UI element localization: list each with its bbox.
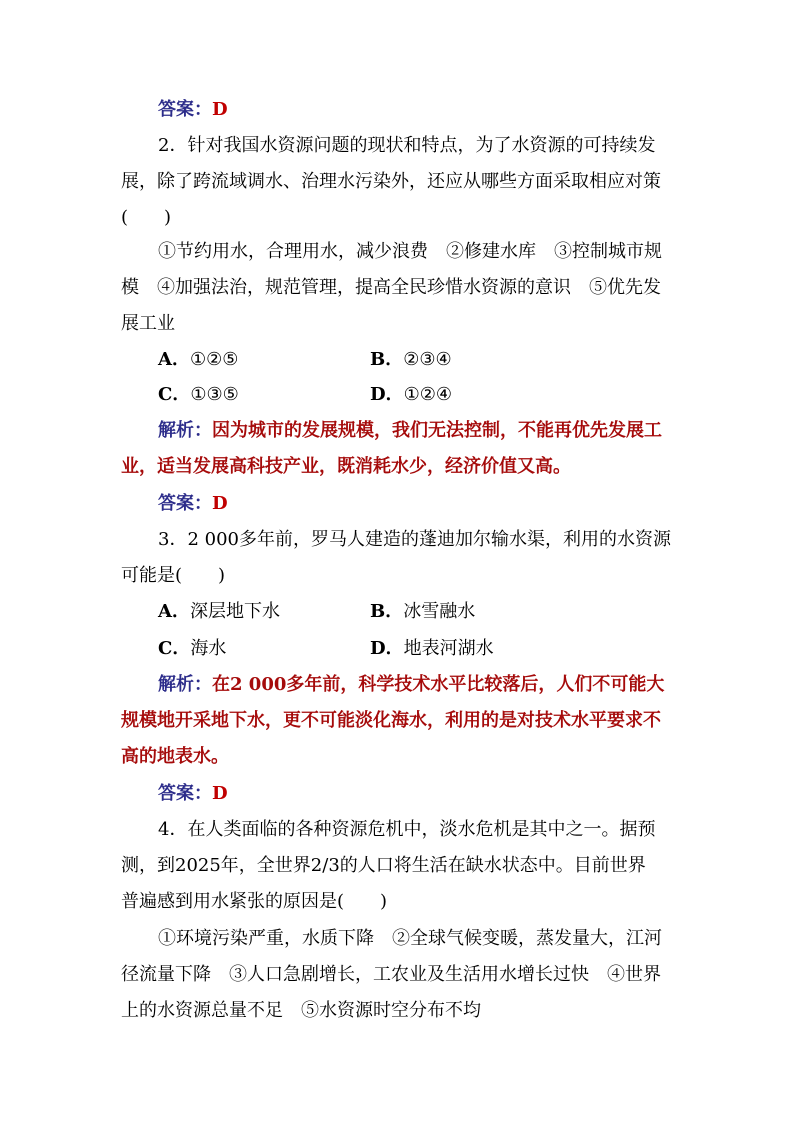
analysis-text: 在2 000多年前，科学技术水平比较落后，人们不可能大 <box>212 674 665 695</box>
option-text: 深层地下水 <box>189 601 280 622</box>
q4-items-line-1: ①环境污染严重，水质下降 ②全球气候变暖，蒸发量大，江河 <box>158 928 662 949</box>
q3-stem-line-1: 3．2 000多年前，罗马人建造的蓬迪加尔输水渠，利用的水资源 <box>158 529 671 550</box>
option-text: ①③⑤ <box>190 384 239 405</box>
q2-stem-line-2: 展，除了跨流域调水、治理水污染外，还应从哪些方面采取相应对策 <box>121 171 661 192</box>
analysis-label: 解析： <box>158 674 212 695</box>
q3-option-b <box>370 594 475 630</box>
option-text: 冰雪融水 <box>403 601 476 622</box>
q3-option-a <box>158 594 280 630</box>
q3-option-d <box>370 631 494 667</box>
q2-option-d <box>370 377 452 413</box>
option-key: B． <box>370 601 404 622</box>
answer-value: D <box>212 99 228 120</box>
q2-stem-line-3: ( ) <box>121 207 172 228</box>
q2-option-b <box>370 342 452 378</box>
option-key: A． <box>158 349 190 370</box>
q3-answer-line <box>158 776 228 812</box>
option-key: D． <box>370 384 404 405</box>
answer-value: D <box>212 783 228 804</box>
analysis-label: 解析： <box>158 420 212 441</box>
q2-stem-line-1: 2．针对我国水资源问题的现状和特点，为了水资源的可持续发 <box>158 135 656 156</box>
q4-stem-line-2: 测，到2025年，全世界2/3的人口将生活在缺水状态中。目前世界 <box>121 855 646 876</box>
q4-items-line-3: 上的水资源总量不足 ⑤水资源时空分布不均 <box>121 1000 481 1021</box>
q3-analysis-line-3: 高的地表水。 <box>121 746 229 767</box>
answer-label: 答案： <box>158 99 212 120</box>
q3-analysis-line-2: 规模地开采地下水，更不可能淡化海水，利用的是对技术水平要求不 <box>121 710 661 731</box>
q4-items-line-2: 径流量下降 ③人口急剧增长，工农业及生活用水增长过快 ④世界 <box>121 964 661 985</box>
q2-option-a <box>158 342 238 378</box>
option-text: ②③④ <box>403 349 452 370</box>
q3-stem-line-2: 可能是( ) <box>121 565 226 586</box>
q4-stem-line-3: 普遍感到用水紧张的原因是( ) <box>121 891 388 912</box>
q2-analysis-line-1 <box>158 413 662 449</box>
option-text: 地表河湖水 <box>403 638 494 659</box>
answer-value: D <box>212 493 228 514</box>
answer-line <box>158 92 228 128</box>
q2-items-line-2: 模 ④加强法治，规范管理，提高全民珍惜水资源的意识 ⑤优先发 <box>121 277 661 298</box>
q4-stem-line-1: 4．在人类面临的各种资源危机中，淡水危机是其中之一。据预 <box>158 819 656 840</box>
option-key: D． <box>370 638 404 659</box>
answer-label: 答案： <box>158 493 212 514</box>
q2-items-line-1: ①节约用水，合理用水，减少浪费 ②修建水库 ③控制城市规 <box>158 241 662 262</box>
q3-analysis-line-1 <box>158 667 664 703</box>
option-text: ①②④ <box>403 384 453 405</box>
option-key: B． <box>370 349 404 370</box>
analysis-text: 因为城市的发展规模，我们无法控制，不能再优先发展工 <box>212 420 662 441</box>
q3-option-c <box>158 631 226 667</box>
q2-answer-line <box>158 486 228 522</box>
option-text: 海水 <box>190 638 227 659</box>
q2-items-line-3: 展工业 <box>121 313 175 334</box>
option-key: A． <box>158 601 190 622</box>
q2-analysis-line-2: 业，适当发展高科技产业，既消耗水少，经济价值又高。 <box>121 456 571 477</box>
option-key: C． <box>158 638 191 659</box>
answer-label: 答案： <box>158 783 212 804</box>
option-text: ①②⑤ <box>189 349 239 370</box>
option-key: C． <box>158 384 191 405</box>
q2-option-c <box>158 377 239 413</box>
